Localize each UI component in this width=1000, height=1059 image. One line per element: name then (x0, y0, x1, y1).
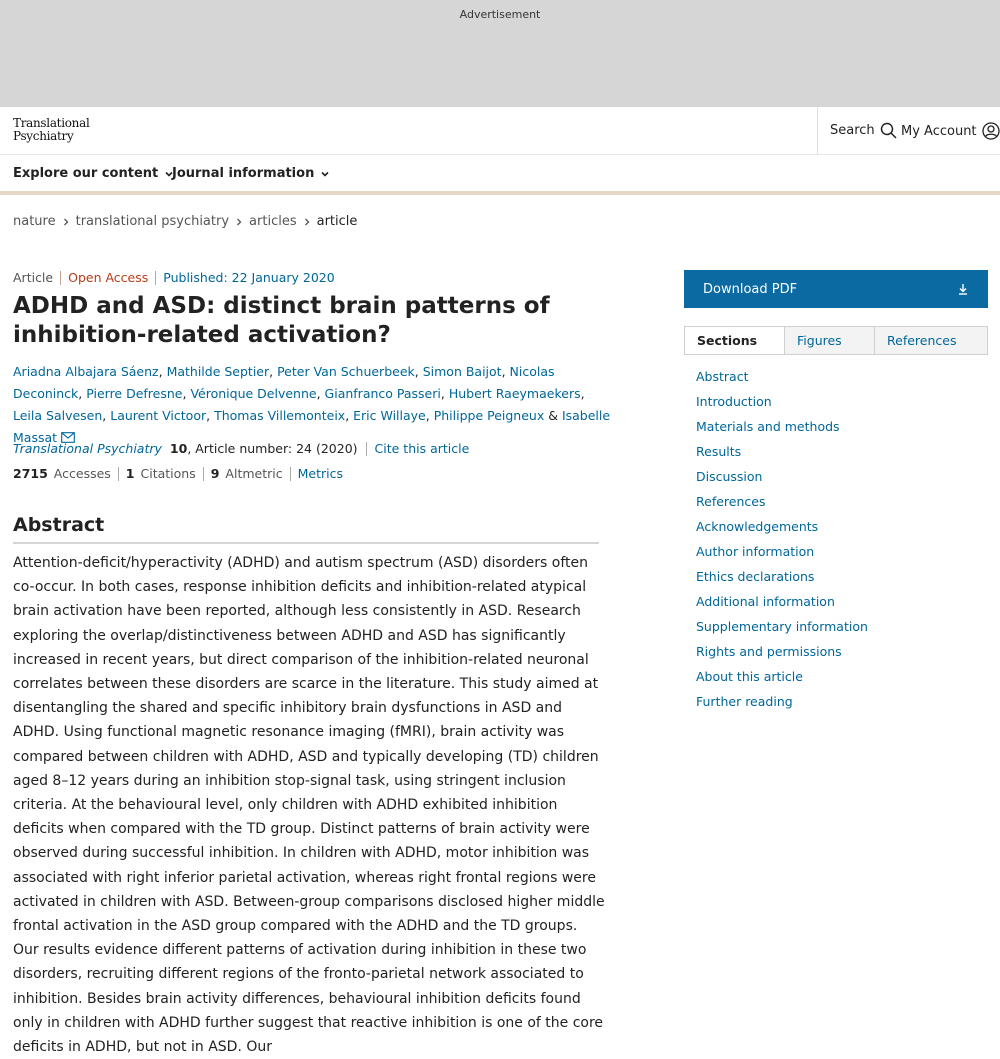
account-icon (982, 122, 1000, 140)
metrics-separator (118, 467, 119, 481)
chevron-right-icon (303, 218, 311, 226)
explore-content-label: Explore our content (13, 166, 159, 181)
breadcrumb-item-journal[interactable]: translational psychiatry (75, 214, 230, 229)
citation-line (13, 441, 469, 456)
search-label: Search (830, 123, 875, 138)
author-link[interactable]: Laurent Victoor (110, 408, 207, 423)
author-list: Ariadna Albajara Sáenz, Mathilde Septier, Peter Van Schuerbeek, Simon Baijot, Nicolas Deconinck, Pierre Defresne, Véronique Delvenne, Gianfranco Passeri, Hubert Raeymaekers, Leila Salvesen, Laurent Victoor, Thomas Villemonteix, Eric Willaye, Philippe Peigneux & Isabelle Massat (13, 364, 611, 445)
cite-this-article-link[interactable]: Cite this article (374, 441, 470, 456)
breadcrumb-item-articles[interactable]: articles (249, 214, 297, 229)
author-link[interactable]: Isabelle Massat (13, 408, 611, 445)
journal-information-menu[interactable] (172, 166, 330, 181)
published-date: Published: 22 January 2020 (163, 270, 335, 285)
section-link-acknowledgements[interactable]: Acknowledgements (696, 519, 819, 534)
section-link-discussion[interactable]: Discussion (696, 469, 763, 484)
advertisement-banner (0, 0, 1000, 107)
author-link[interactable]: Pierre Defresne (86, 386, 183, 401)
explore-content-menu[interactable] (13, 166, 174, 181)
chevron-down-icon (320, 169, 330, 179)
section-link-abstract[interactable]: Abstract (696, 369, 749, 384)
search-icon (880, 122, 897, 139)
my-account-label: My Account (901, 123, 977, 139)
abstract-heading: Abstract (13, 514, 599, 544)
author-link[interactable]: Thomas Villemonteix (214, 408, 346, 423)
download-pdf-label: Download PDF (703, 281, 798, 297)
tab-figures[interactable]: Figures (785, 327, 875, 354)
open-access-badge: Open Access (68, 270, 149, 285)
article-title: ADHD and ASD: distinct brain patterns of inhibition-related activation? (13, 293, 550, 348)
logo-line-2: Psychiatry (13, 129, 74, 143)
site-header (0, 107, 1000, 155)
chevron-right-icon (62, 218, 70, 226)
advertisement-label: Advertisement (459, 8, 541, 21)
tab-sections[interactable]: Sections (685, 327, 785, 354)
meta-separator (155, 271, 156, 285)
author-link[interactable]: Gianfranco Passeri (324, 386, 441, 401)
section-link-about[interactable]: About this article (696, 669, 803, 684)
section-link-author-information[interactable]: Author information (696, 544, 815, 559)
download-pdf-button[interactable] (684, 270, 988, 308)
citation-separator (366, 442, 367, 456)
author-link[interactable]: Hubert Raeymaekers (448, 386, 581, 401)
section-link-rights[interactable]: Rights and permissions (696, 644, 842, 659)
accesses-count: 2715 (13, 466, 48, 481)
download-icon (957, 283, 969, 295)
meta-separator (60, 271, 61, 285)
author-link[interactable]: Peter Van Schuerbeek (277, 364, 415, 379)
accesses-label: Accesses (53, 466, 111, 481)
section-link-supplementary[interactable]: Supplementary information (696, 619, 868, 634)
main-nav (0, 155, 1000, 195)
journal-name[interactable]: Translational Psychiatry (13, 441, 162, 456)
breadcrumb (13, 214, 357, 229)
article-number: , Article number: 24 (2020) (187, 441, 358, 456)
article-metrics (13, 466, 343, 481)
abstract-text: Attention-deficit/hyperactivity (ADHD) and autism spectrum (ASD) disorders often co-occur. In both cases, response inhibition deficits and inhibition-related atypical brain activation have been reported, although less consistently in ASD. Research exploring the overlap/distinctiveness between ADHD and ASD has significantly increased in recent years, but direct comparison of the inhibition-related neuronal correlates between these disorders are scarce in the literature. This study aimed at disentangling the shared and specific inhibitory brain dysfunctions in ASD and ADHD. Using functional magnetic resonance imaging (fMRI), brain activity was compared between children with ADHD, ASD and typically developing (TD) children aged 8–12 years during an inhibition stop-signal task, using stringent inclusion criteria. At the behavioural level, only children with ADHD exhibited inhibition deficits when compared with the TD group. Distinct patterns of brain activity were observed during successful inhibition. In children with ADHD, motor inhibition was associated with right inferior parietal activation, whereas right frontal regions were activated in children with ASD. Between-group comparisons disclosed higher middle frontal activation in the ASD group compared with the ADHD and the TD groups. Our results evidence different patterns of activation during inhibition in these two disorders, recruiting different regions of the fronto-parietal network associated to inhibition. Besides brain activity differences, behavioural inhibition deficits found only in children with ADHD further suggest that reactive inhibition is one of the core deficits in ADHD, but not in ASD. Our (13, 555, 605, 1056)
article-meta (13, 270, 335, 285)
section-link-further-reading[interactable]: Further reading (696, 694, 793, 709)
author-link[interactable]: Eric Willaye (353, 408, 426, 423)
section-link-introduction[interactable]: Introduction (696, 394, 772, 409)
section-link-references[interactable]: References (696, 494, 766, 509)
author-link[interactable]: Nicolas Deconinck (13, 364, 555, 401)
section-link-ethics[interactable]: Ethics declarations (696, 569, 815, 584)
citations-count: 1 (125, 466, 135, 481)
author-link[interactable]: Mathilde Septier (166, 364, 270, 379)
metrics-link[interactable]: Metrics (297, 466, 343, 481)
chevron-right-icon (235, 218, 243, 226)
breadcrumb-item-current: article (316, 214, 358, 229)
altmetric-count: 9 (210, 466, 220, 481)
citations-label: Citations (140, 466, 196, 481)
section-link-results[interactable]: Results (696, 444, 742, 459)
metrics-separator (290, 467, 291, 481)
author-link[interactable]: Simon Baijot (422, 364, 502, 379)
metrics-separator (203, 467, 204, 481)
section-list (696, 364, 868, 714)
article-type: Article (13, 270, 54, 285)
journal-information-label: Journal information (172, 166, 315, 181)
author-link[interactable]: Leila Salvesen (13, 408, 103, 423)
altmetric-label: Altmetric (225, 466, 283, 481)
journal-logo[interactable] (13, 117, 89, 143)
search-button[interactable] (830, 122, 897, 139)
section-link-additional-information[interactable]: Additional information (696, 594, 835, 609)
logo-line-1: Translational (13, 116, 90, 130)
header-divider (817, 107, 818, 154)
sidebar-tabs (684, 326, 988, 355)
tab-references[interactable]: References (887, 333, 957, 348)
breadcrumb-item-nature[interactable]: nature (13, 214, 56, 229)
my-account-button[interactable] (901, 122, 1000, 140)
author-link[interactable]: Véronique Delvenne (190, 386, 317, 401)
section-link-methods[interactable]: Materials and methods (696, 419, 840, 434)
volume-number: 10 (169, 441, 188, 456)
author-link[interactable]: Philippe Peigneux (433, 408, 545, 423)
author-link[interactable]: Ariadna Albajara Sáenz (13, 364, 159, 379)
